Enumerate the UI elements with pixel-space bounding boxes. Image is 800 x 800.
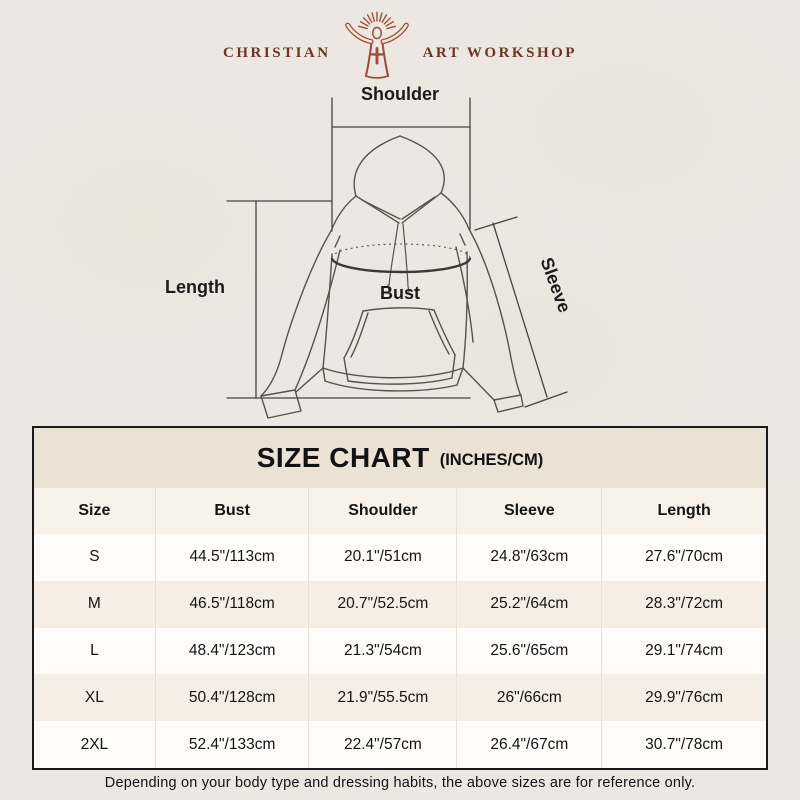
brand-logo	[0, 8, 800, 82]
cell-sleeve: 25.2"/64cm	[456, 581, 601, 628]
cell-shoulder: 21.3"/54cm	[308, 628, 456, 675]
cell-length: 30.7"/78cm	[601, 721, 766, 768]
diagram-label-shoulder: Shoulder	[360, 85, 440, 104]
size-chart-table	[32, 426, 768, 770]
column-header-size: Size	[78, 502, 111, 519]
brand-name-left: CHRISTIAN	[223, 44, 331, 61]
cell-bust: 48.4"/123cm	[155, 628, 309, 675]
brand-name-right: ART WORKSHOP	[422, 44, 577, 61]
column-header-sleeve: Sleeve	[456, 488, 601, 534]
table-row-s	[34, 534, 766, 581]
table-header-row	[34, 488, 766, 534]
hoodie-measurement-diagram	[150, 85, 660, 425]
cell-size: XL	[84, 688, 104, 706]
cell-length: 27.6"/70cm	[601, 534, 766, 581]
hoodie-drawing	[261, 136, 523, 418]
cell-size: L	[90, 641, 99, 659]
cell-shoulder: 21.9"/55.5cm	[308, 674, 456, 721]
cell-sleeve: 26"/66cm	[456, 674, 601, 721]
column-header-shoulder: Shoulder	[308, 488, 456, 534]
cell-length: 29.9"/76cm	[601, 674, 766, 721]
cell-shoulder: 20.1"/51cm	[308, 534, 456, 581]
table-row-2xl	[34, 721, 766, 768]
cell-shoulder: 20.7"/52.5cm	[308, 581, 456, 628]
cell-bust: 44.5"/113cm	[155, 534, 309, 581]
cell-shoulder: 22.4"/57cm	[308, 721, 456, 768]
size-chart-title: SIZE CHART	[256, 442, 430, 473]
table-row-m	[34, 581, 766, 628]
table-row-l	[34, 628, 766, 675]
diagram-label-sleeve: Sleeve	[536, 254, 575, 316]
diagram-label-bust: Bust	[380, 283, 420, 303]
table-row-xl	[34, 674, 766, 721]
jesus-icon	[334, 10, 420, 80]
cell-size: 2XL	[80, 735, 109, 753]
cell-length: 29.1"/74cm	[601, 628, 766, 675]
cell-size: S	[89, 548, 100, 566]
cell-sleeve: 24.8"/63cm	[456, 534, 601, 581]
cell-size: M	[87, 595, 101, 613]
cell-sleeve: 25.6"/65cm	[456, 628, 601, 675]
size-chart-units: (INCHES/CM)	[439, 451, 544, 469]
cell-length: 28.3"/72cm	[601, 581, 766, 628]
column-header-length: Length	[601, 488, 766, 534]
measurement-lines	[227, 98, 567, 407]
cell-sleeve: 26.4"/67cm	[456, 721, 601, 768]
diagram-label-length: Length	[165, 277, 225, 297]
cell-bust: 46.5"/118cm	[155, 581, 309, 628]
column-header-bust: Bust	[155, 488, 309, 534]
cell-bust: 52.4"/133cm	[155, 721, 309, 768]
cell-bust: 50.4"/128cm	[155, 674, 309, 721]
size-chart-title-band	[34, 428, 766, 488]
reference-disclaimer: Depending on your body type and dressing habits, the above sizes are for reference only.	[104, 775, 696, 791]
